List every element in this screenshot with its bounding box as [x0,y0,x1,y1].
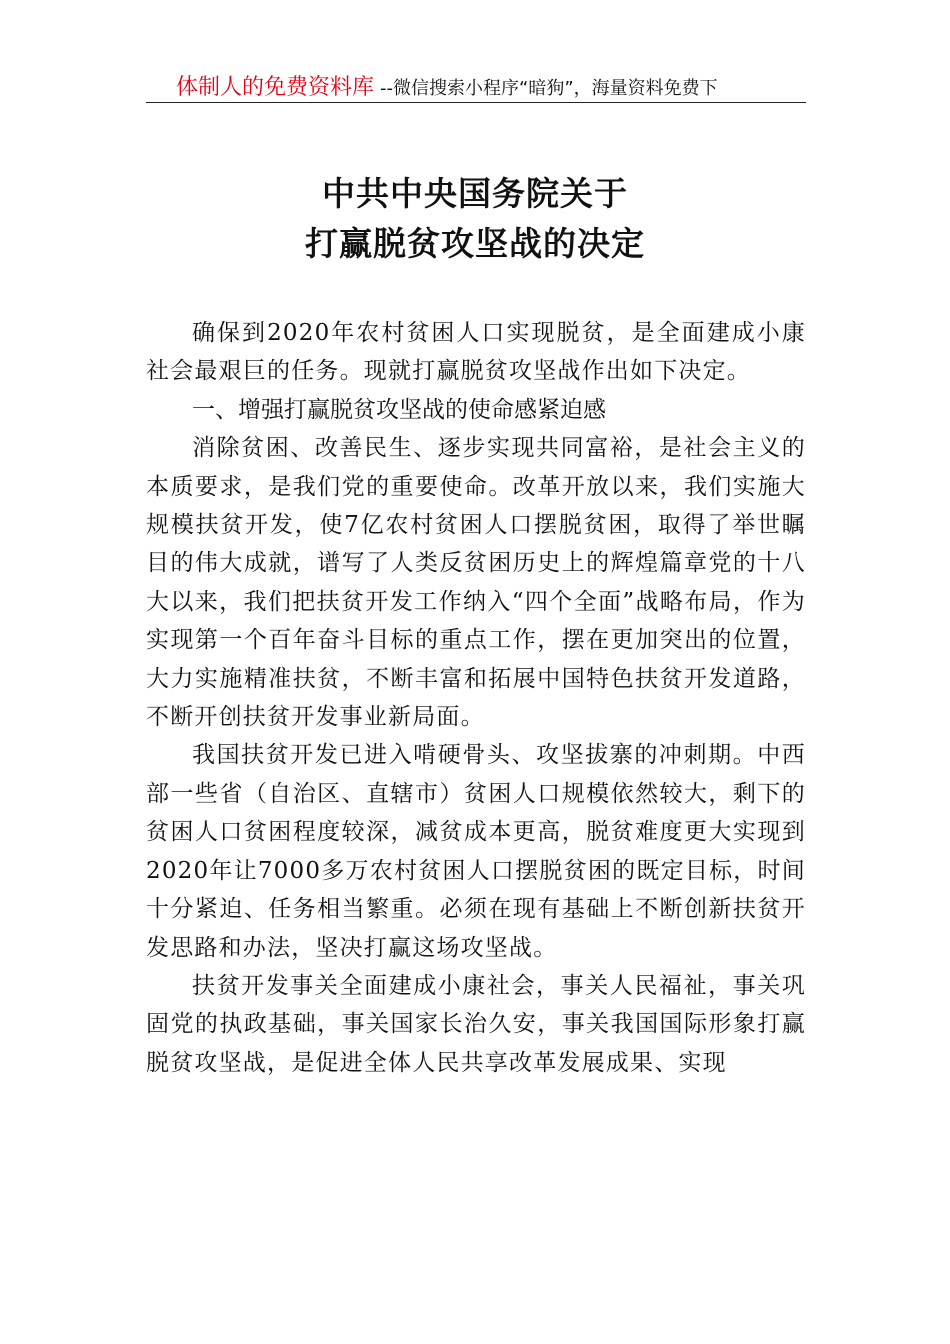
document-title-line-2: 打赢脱贫攻坚战的决定 [305,224,645,263]
paragraph-3: 扶贫开发事关全面建成小康社会，事关人民福祉，事关巩固党的执政基础，事关国家长治久安，事关我国国际形象打赢脱贫攻坚战，是促进全体人民共享改革发展成果、实现 [146,972,806,1076]
section-heading-1: 一、增强打赢脱贫攻坚战的使命感紧迫感 [192,396,606,423]
paragraph-1: 消除贫困、改善民生、逐步实现共同富裕，是社会主义的本质要求，是我们党的重要使命。改革开放以来，我们实施大规模扶贫开发，使7亿农村贫困人口摆脱贫困，取得了举世瞩目的伟大成就，谱写了人类反贫困历史上的辉煌篇章党的十八大以来，我们把扶贫开发工作纳入“四个全面”战略布局，作为实现第一个百年奋斗目标的重点工作，摆在更加突出的位置，大力实施精准扶贫，不断丰富和拓展中国特色扶贫开发道路，不断开创扶贫开发事业新局面。 [146,435,806,731]
paragraph-2: 我国扶贫开发已进入啃硬骨头、攻坚拔寨的冲刺期。中西部一些省（自治区、直辖市）贫困人口规模依然较大，剩下的贫困人口贫困程度较深，减贫成本更高，脱贫难度更大实现到2020年让7000多万农村贫困人口摆脱贫困的既定目标，时间十分紧迫、任务相当繁重。必须在现有基础上不断创新扶贫开发思路和办法，坚决打赢这场攻坚战。 [146,742,806,961]
document-body [146,314,806,1082]
header-tagline: --微信搜索小程序“暗狗”，海量资料免费下 [380,78,718,99]
document-title-line-1: 中共中央国务院关于 [322,174,628,213]
header-brand: 体制人的免费资料库 [176,75,375,100]
page-header [146,70,806,103]
paragraph-intro: 确保到2020年农村贫困人口实现脱贫，是全面建成小康社会最艰巨的任务。现就打赢脱贫攻坚战作出如下决定。 [146,320,806,385]
